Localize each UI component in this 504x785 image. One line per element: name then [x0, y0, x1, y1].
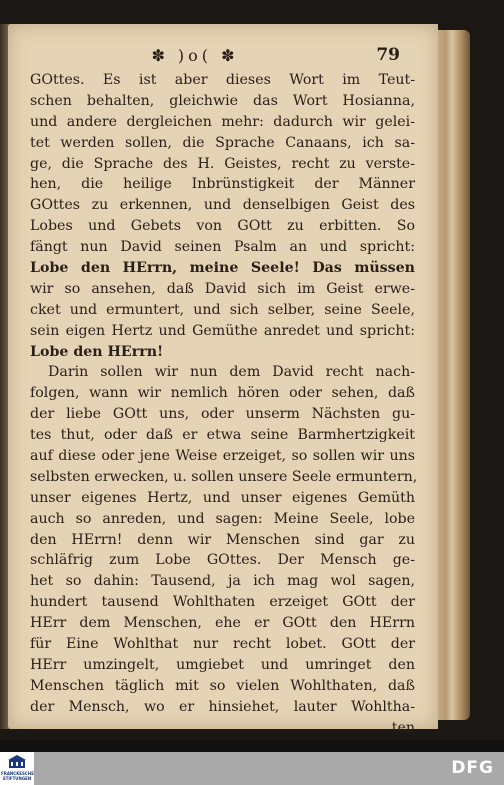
text-line: wir so ansehen, daß David sich im Geist erwe- [30, 280, 415, 297]
text-line: auch so anreden, und sagen: Meine Seele, lobe [30, 510, 415, 527]
text-line: HErr umzingelt, umgiebet und umringet den [30, 656, 415, 673]
text-line: Menschen täglich mit so vielen Wohlthaten, daß [30, 677, 415, 694]
dfg-logo[interactable]: DFG [451, 758, 494, 778]
text-line: schen behalten, gleichwie das Wort Hosianna, [30, 92, 415, 109]
text-line: selbsten erwecken, u. sollen unsere Seele ermuntern, [30, 468, 418, 485]
text-line: fängt nun David seinen Psalm an und spricht: [30, 239, 415, 256]
text-line: Lobe den HErrn, meine Seele! Das müssen [30, 260, 415, 277]
text-line: der Mensch, wo er hinsiehet, lauter Wohltha- [30, 698, 415, 715]
text-line: cket und ermuntert, und sich selber, seine Seele, [30, 301, 415, 318]
text-line: den HErrn! denn wir Menschen sind gar zu [30, 531, 415, 548]
text-line: Darin sollen wir nun dem David recht nach- [48, 364, 415, 381]
text-line: tes thut, oder daß er etwa seine Barmhertzigkeit [30, 427, 415, 444]
text-line: für Eine Wohlthat nur recht lobet. GOtt der [30, 636, 415, 653]
text-line: Lobes und Gebets von GOtt zu erbitten. So [30, 218, 415, 235]
page-number: 79 [376, 45, 400, 65]
text-line: ge, die Sprache des H. Geistes, recht zu verste- [30, 155, 415, 172]
text-line: GOttes zu erkennen, und denselbigen Geist des [30, 197, 415, 214]
text-line: auf diese oder jene Weise erzeiget, so sollen wir uns [30, 448, 415, 465]
header-ornament: ✽ )o( ✽ [151, 46, 239, 65]
text-line: unser eigenes Hertz, und unser eigenes Gemüth [30, 489, 415, 506]
text-line: Lobe den HErrn! [30, 343, 164, 360]
text-line: der liebe GOtt uns, oder unserm Nächsten gu- [30, 406, 415, 423]
text-line: sein eigen Hertz und Gemüthe anredet und spricht: [30, 322, 415, 339]
text-line: und andere dergleichen mehr: dadurch wir gelei- [30, 113, 415, 130]
text-line: GOttes. Es ist aber dieses Wort im Teut- [30, 72, 415, 88]
text-line: het so dahin: Tausend, ja ich mag wol sagen, [30, 573, 415, 590]
institution-logo[interactable] [0, 752, 34, 785]
building-icon [8, 755, 26, 769]
text-line: schläfrig zum Lobe GOttes. Der Mensch ge- [30, 552, 415, 569]
viewer-footer [0, 752, 504, 785]
text-line: tet werden sollen, die Sprache Canaans, ich sa- [30, 134, 415, 151]
text-line: folgen, wann wir nemlich hören oder sehen, daß [30, 385, 415, 402]
catchword: ten [391, 719, 415, 736]
body-text [30, 70, 418, 739]
text-line: hundert tausend Wohlthaten erzeiget GOtt der [30, 594, 415, 611]
logo-text: FRANCKESCHE STIFTUNGEN [1, 771, 34, 781]
text-line: hen, die heilige Inbrünstigkeit der Männer [30, 176, 415, 193]
text-line: HErr dem Menschen, ehe er GOtt den HErrn [30, 615, 415, 632]
